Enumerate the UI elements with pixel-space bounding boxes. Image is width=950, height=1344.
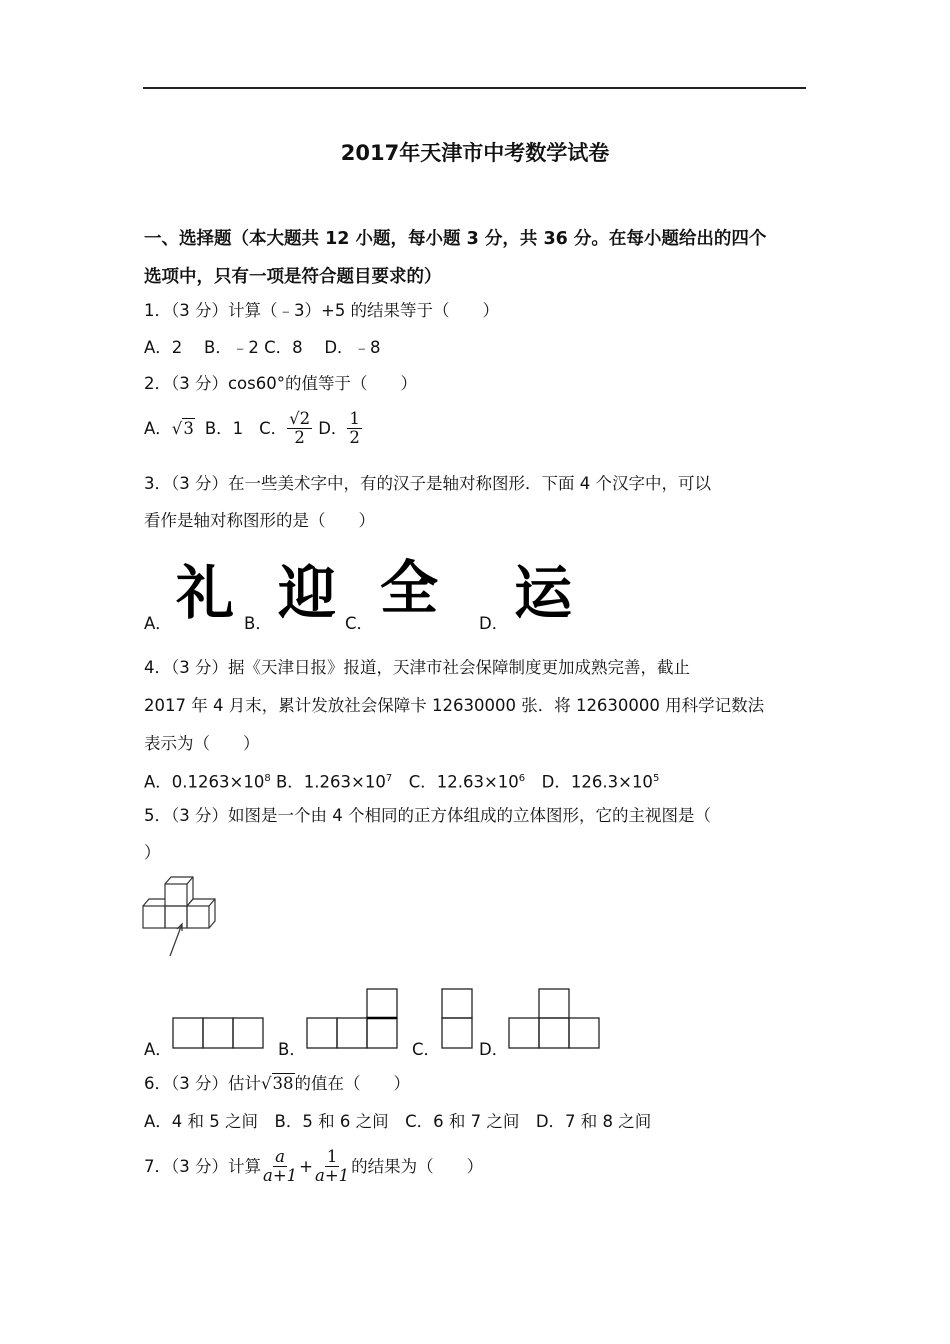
q2-option-a-radicand: 3: [183, 418, 194, 438]
q5-stem-line2: ）: [144, 843, 161, 862]
view-arrow: [170, 924, 182, 956]
q4-option-a-exp: 8: [264, 773, 271, 784]
q7-fraction-1-numerator: a: [275, 1147, 285, 1166]
q3-option-c-char: 全: [380, 554, 439, 622]
q5-option-b-figure: [306, 987, 400, 1050]
q6-radicand: 38: [272, 1074, 294, 1093]
section-heading-line1: 一、选择题（本大题共 12 小题，每小题 3 分，共 36 分。在每小题给出的四个: [144, 229, 767, 249]
q2-option-d-numerator: 1: [349, 409, 360, 428]
q5-option-d-figure: [508, 987, 602, 1050]
q7-plus: +: [299, 1156, 313, 1176]
q2-option-c-denominator: 2: [294, 428, 305, 447]
q7-stem-prefix: 7．（3 分）计算: [144, 1156, 261, 1176]
q2-option-d-denominator: 2: [349, 428, 360, 447]
section-heading-line2: 选项中，只有一项是符合题目要求的）: [144, 267, 442, 287]
q5-option-a-label: A．: [144, 1040, 172, 1059]
q2-option-d-fraction: [347, 410, 362, 447]
q3-option-b-char: 迎: [278, 559, 337, 627]
q3-option-a-char: 礼: [176, 559, 235, 627]
q3-option-b-label: B．: [244, 614, 272, 633]
q4-stem-line2: 2017 年 4 月末，累计发放社会保障卡 12630000 张．将 12630000 用科学记数法: [144, 696, 765, 715]
cube-bottom-middle: [165, 906, 187, 928]
q7-stem: [144, 1148, 483, 1185]
q4-option-c: C．12.63×10: [392, 772, 519, 792]
q6-options: A．4 和 5 之间 B．5 和 6 之间 C．6 和 7 之间 D．7 和 8 之间: [144, 1112, 652, 1131]
q3-stem-line2: 看作是轴对称图形的是（ ）: [144, 511, 375, 530]
q3-option-d-char: 运: [514, 559, 573, 627]
q2-option-a-sqrt: √3: [171, 418, 194, 438]
q7-fraction-2-denominator: a+1: [315, 1166, 350, 1185]
q7-fraction-1-denominator: a+1: [263, 1166, 298, 1185]
q6-sqrt: √38: [261, 1074, 294, 1093]
q5-option-d-label: D．: [479, 1040, 509, 1059]
q5-stem-line1: 5．（3 分）如图是一个由 4 个相同的正方体组成的立体图形，它的主视图是（: [144, 806, 711, 825]
q5-option-a-figure: [172, 1016, 266, 1050]
q6-stem-prefix: 6．（3 分）估计: [144, 1074, 261, 1093]
top-rule: [143, 87, 806, 89]
q4-stem-line3: 表示为（ ）: [144, 734, 260, 753]
q2-option-c-numerator: √2: [289, 409, 311, 428]
q4-option-c-exp: 6: [518, 773, 526, 784]
q4-option-b: B．1.263×10: [270, 772, 386, 792]
q3-option-c-label: C．: [345, 614, 374, 633]
q4-stem-line1: 4．（3 分）据《天津日报》报道，天津市社会保障制度更加成熟完善，截止: [144, 658, 690, 677]
q4-option-d: D．126.3×10: [525, 772, 653, 792]
q2-option-c-label: C．: [259, 418, 288, 438]
cube-bottom-left: [143, 906, 165, 928]
q3-option-d-label: D．: [479, 614, 509, 633]
q7-fraction-1: [261, 1148, 299, 1185]
q6-stem: [144, 1073, 410, 1095]
q7-fraction-2: [313, 1148, 351, 1185]
q3-stem-line1: 3．（3 分）在一些美术字中，有的汉子是轴对称图形．下面 4 个汉字中，可以: [144, 474, 711, 493]
q5-option-c-label: C．: [412, 1040, 441, 1059]
q7-fraction-2-numerator: 1: [326, 1147, 338, 1166]
q4-option-a: A．0.1263×10: [144, 772, 265, 792]
q5-option-b-label: B．: [278, 1040, 306, 1059]
q2-option-a-label: A．: [144, 418, 172, 438]
q7-stem-suffix: 的结果为（ ）: [351, 1156, 484, 1176]
page-title: 2017年天津市中考数学试卷: [340, 141, 610, 165]
q3-option-a-label: A．: [144, 614, 172, 633]
q4-option-d-exp: 5: [652, 773, 660, 784]
q4-options: [144, 768, 659, 794]
q4-option-b-exp: 7: [385, 773, 393, 784]
q2-stem: 2．（3 分）cos60°的值等于（ ）: [144, 374, 417, 393]
cube-bottom-right: [187, 906, 209, 928]
q2-options: [144, 410, 362, 447]
cube-figure: [140, 872, 225, 962]
q2-option-d-label: D．: [318, 418, 348, 438]
cube-top-front: [165, 884, 187, 906]
q2-option-b: B．1: [204, 418, 244, 438]
q1-stem: 1．（3 分）计算（﹣3）+5 的结果等于（ ）: [144, 301, 500, 320]
q1-options: A．2 B．﹣2 C．8 D．﹣8: [144, 338, 381, 357]
q6-stem-suffix: 的值在（ ）: [294, 1074, 411, 1093]
q2-option-c-fraction: [287, 410, 312, 447]
q5-option-c-figure: [440, 987, 474, 1050]
